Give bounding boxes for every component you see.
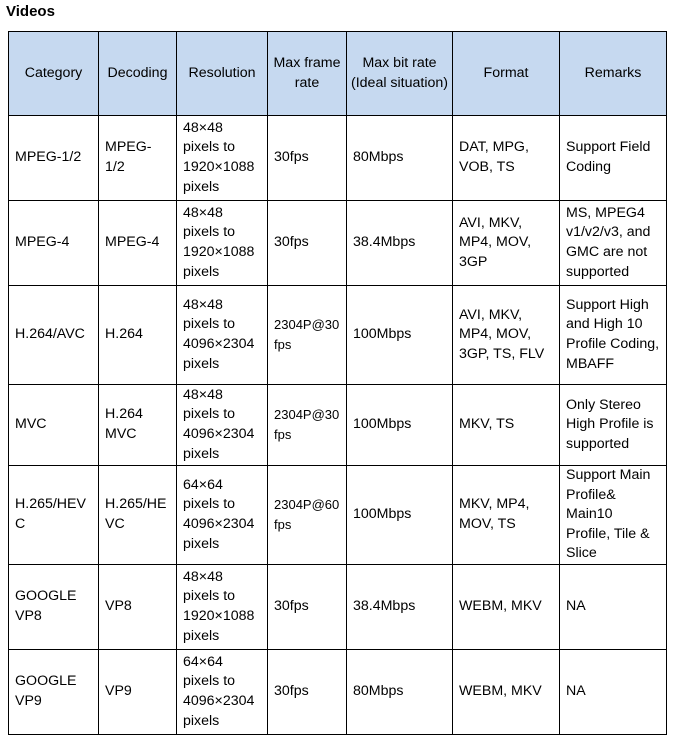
bit-rate-cell: 38.4Mbps bbox=[347, 201, 453, 286]
remarks-cell: MS, MPEG4 v1/v2/v3, and GMC are not supported bbox=[560, 201, 667, 286]
resolution-cell: 48×48 pixels to 4096×2304 pixels bbox=[177, 385, 268, 466]
decoding-cell: VP8 bbox=[99, 565, 177, 650]
video-specs-table bbox=[8, 31, 667, 735]
bit-rate-cell: 100Mbps bbox=[347, 385, 453, 466]
column-header: Resolution bbox=[177, 32, 268, 116]
bit-rate-cell: 100Mbps bbox=[347, 286, 453, 385]
column-header: Decoding bbox=[99, 32, 177, 116]
resolution-cell: 48×48 pixels to 4096×2304 pixels bbox=[177, 286, 268, 385]
frame-rate-cell: 30fps bbox=[268, 116, 347, 201]
format-cell: MKV, MP4, MOV, TS bbox=[453, 466, 560, 565]
frame-rate-cell: 30fps bbox=[268, 201, 347, 286]
format-cell: DAT, MPG, VOB, TS bbox=[453, 116, 560, 201]
format-cell: AVI, MKV, MP4, MOV, 3GP, TS, FLV bbox=[453, 286, 560, 385]
column-header: Category bbox=[9, 32, 99, 116]
format-cell: WEBM, MKV bbox=[453, 650, 560, 735]
bit-rate-cell: 80Mbps bbox=[347, 650, 453, 735]
table-row bbox=[9, 565, 667, 650]
decoding-cell: H.264 MVC bbox=[99, 385, 177, 466]
frame-rate-cell: 30fps bbox=[268, 565, 347, 650]
category-cell: MPEG-1/2 bbox=[9, 116, 99, 201]
table-row bbox=[9, 116, 667, 201]
category-cell: GOOGLE VP9 bbox=[9, 650, 99, 735]
remarks-cell: NA bbox=[560, 650, 667, 735]
format-cell: MKV, TS bbox=[453, 385, 560, 466]
decoding-cell: MPEG-1/2 bbox=[99, 116, 177, 201]
column-header: Max bit rate (Ideal situation) bbox=[347, 32, 453, 116]
remarks-cell: Support Field Coding bbox=[560, 116, 667, 201]
frame-rate-cell: 2304P@30fps bbox=[268, 385, 347, 466]
decoding-cell: MPEG-4 bbox=[99, 201, 177, 286]
remarks-cell: Only Stereo High Profile is supported bbox=[560, 385, 667, 466]
decoding-cell: VP9 bbox=[99, 650, 177, 735]
table-header-row bbox=[9, 32, 667, 116]
category-cell: H.264/AVC bbox=[9, 286, 99, 385]
bit-rate-cell: 38.4Mbps bbox=[347, 565, 453, 650]
frame-rate-cell: 2304P@30fps bbox=[268, 286, 347, 385]
category-cell: MVC bbox=[9, 385, 99, 466]
table-row bbox=[9, 650, 667, 735]
section-heading: Videos bbox=[6, 3, 55, 20]
resolution-cell: 64×64 pixels to 4096×2304 pixels bbox=[177, 650, 268, 735]
table-row bbox=[9, 286, 667, 385]
table-row bbox=[9, 385, 667, 466]
bit-rate-cell: 80Mbps bbox=[347, 116, 453, 201]
category-cell: GOOGLE VP8 bbox=[9, 565, 99, 650]
bit-rate-cell: 100Mbps bbox=[347, 466, 453, 565]
column-header: Remarks bbox=[560, 32, 667, 116]
resolution-cell: 48×48 pixels to 1920×1088 pixels bbox=[177, 565, 268, 650]
table-row bbox=[9, 466, 667, 565]
resolution-cell: 48×48 pixels to 1920×1088 pixels bbox=[177, 201, 268, 286]
category-cell: MPEG-4 bbox=[9, 201, 99, 286]
decoding-cell: H.264 bbox=[99, 286, 177, 385]
frame-rate-cell: 30fps bbox=[268, 650, 347, 735]
format-cell: AVI, MKV, MP4, MOV, 3GP bbox=[453, 201, 560, 286]
table-row bbox=[9, 201, 667, 286]
remarks-cell: NA bbox=[560, 565, 667, 650]
decoding-cell: H.265/HEVC bbox=[99, 466, 177, 565]
resolution-cell: 64×64 pixels to 4096×2304 pixels bbox=[177, 466, 268, 565]
remarks-cell: Support Main Profile& Main10 Profile, Tile & Slice bbox=[560, 466, 667, 565]
format-cell: WEBM, MKV bbox=[453, 565, 560, 650]
remarks-cell: Support High and High 10 Profile Coding, MBAFF bbox=[560, 286, 667, 385]
column-header: Max frame rate bbox=[268, 32, 347, 116]
column-header: Format bbox=[453, 32, 560, 116]
category-cell: H.265/HEVC bbox=[9, 466, 99, 565]
resolution-cell: 48×48 pixels to 1920×1088 pixels bbox=[177, 116, 268, 201]
frame-rate-cell: 2304P@60fps bbox=[268, 466, 347, 565]
